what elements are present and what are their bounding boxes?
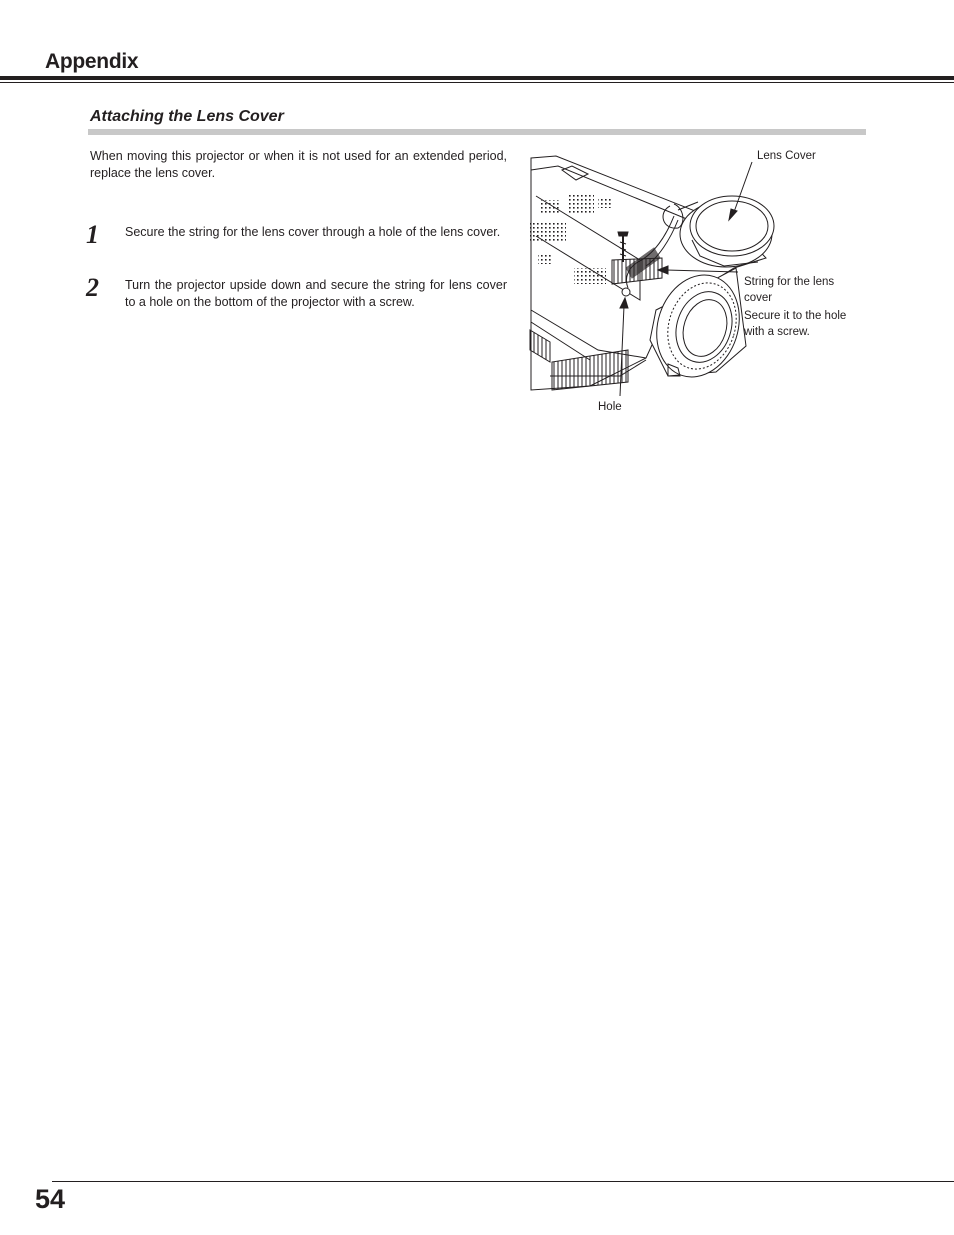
page-number: 54 xyxy=(35,1184,66,1214)
footer-rule xyxy=(52,1181,954,1182)
step-number: 2 xyxy=(86,273,99,302)
step-number: 1 xyxy=(86,220,99,249)
section-rule xyxy=(88,129,866,135)
step-text: Turn the projector upside down and secure the string for lens cover to a hole on the bottom of the projector with a screw. xyxy=(125,278,507,309)
page-header-title: Appendix xyxy=(45,50,139,73)
header-rule-thin xyxy=(0,82,954,83)
label-hole: Hole xyxy=(598,401,622,413)
label-string: String for the lens cover xyxy=(744,276,835,304)
header-rule xyxy=(0,76,954,80)
section-title: Attaching the Lens Cover xyxy=(90,108,284,125)
lens-cover-illustration xyxy=(528,150,866,420)
intro-paragraph: When moving this projector or when it is not used for an extended period, replace the lens cover. xyxy=(90,149,507,180)
step-text: Secure the string for the lens cover through a hole of the lens cover. xyxy=(125,225,501,239)
label-lens-cover: Lens Cover xyxy=(757,150,816,162)
label-secure-screw: Secure it to the hole with a screw. xyxy=(744,310,847,338)
